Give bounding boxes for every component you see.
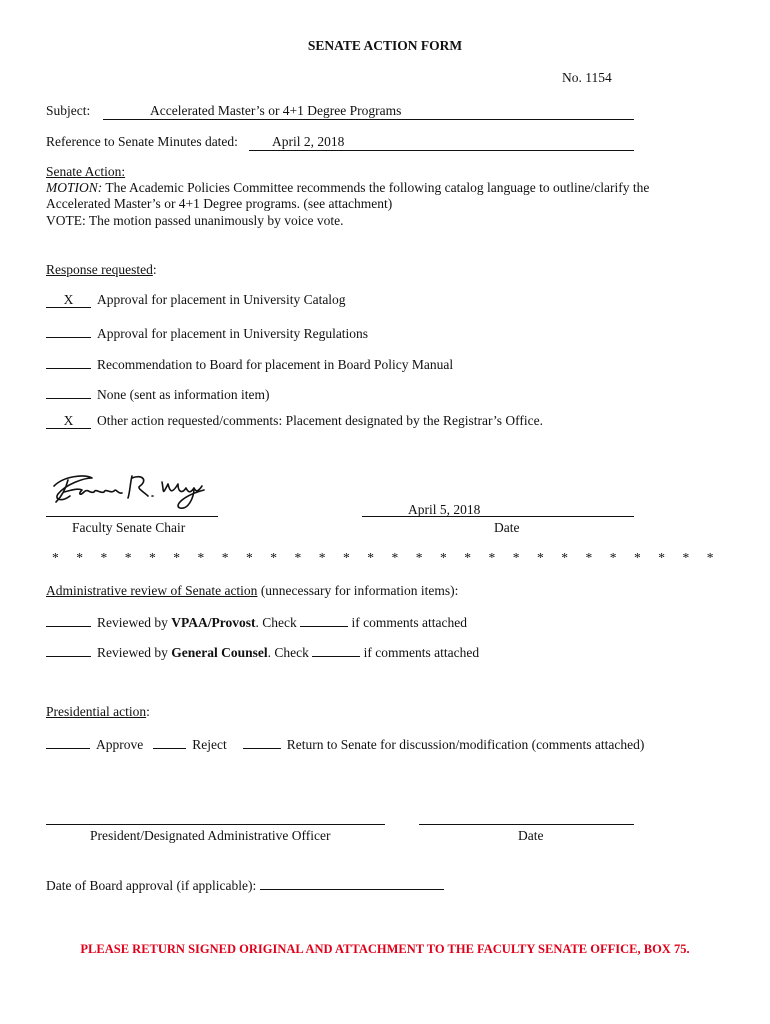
separator-star: *: [512, 550, 520, 565]
option-label-catalog: Approval for placement in University Catalog: [97, 292, 346, 307]
option-check-regulations[interactable]: [46, 322, 91, 338]
separator-star: *: [149, 550, 156, 565]
separator-star: *: [52, 550, 59, 565]
option-label-regulations: Approval for placement in University Regulations: [97, 326, 369, 341]
officer-signature-line[interactable]: [46, 824, 385, 825]
officer-date-label: Date: [518, 828, 544, 843]
separator-star: *: [173, 550, 180, 565]
separator-star: *: [440, 550, 447, 565]
separator-star: *: [682, 550, 690, 565]
separator-star: *: [246, 550, 253, 565]
presidential-heading: [46, 704, 150, 720]
signature-image: [44, 466, 214, 516]
officer-date-line[interactable]: [419, 824, 634, 825]
separator-star: *: [609, 550, 617, 565]
separator-star: *: [270, 550, 277, 565]
form-number: No. 1154: [562, 70, 612, 85]
separator-star: *: [415, 550, 423, 565]
separator-star: *: [221, 550, 229, 565]
vpaa-end: if comments attached: [348, 615, 467, 630]
separator-star: *: [537, 550, 544, 565]
separator-star: *: [343, 550, 350, 565]
response-option[interactable]: [46, 292, 346, 308]
subject-line: [103, 119, 634, 120]
approve-label: Approve: [96, 737, 144, 752]
signature-date-line[interactable]: [362, 516, 634, 517]
option-check-board-manual[interactable]: [46, 353, 91, 369]
gc-comments-blank[interactable]: [312, 643, 360, 657]
senate-action-heading: Senate Action:: [46, 164, 126, 179]
vpaa-review-row: [46, 613, 467, 631]
signature-date-value[interactable]: April 5, 2018: [408, 502, 481, 517]
separator-star: *: [294, 550, 302, 565]
separator-star: *: [488, 550, 496, 565]
vpaa-comments-blank[interactable]: [300, 613, 348, 627]
separator-star: *: [76, 550, 83, 565]
separator-star: *: [391, 550, 399, 565]
separator-star: *: [197, 550, 205, 565]
return-notice: PLEASE RETURN SIGNED ORIGINAL AND ATTACHMENT TO THE FACULTY SENATE OFFICE, BOX 75.: [80, 942, 690, 956]
presidential-heading-text: Presidential action: [46, 704, 147, 719]
option-label-other: Other action requested/comments: Placement designated by the Registrar’s Office.: [97, 413, 543, 428]
option-check-other[interactable]: X: [46, 413, 91, 429]
separator-star: *: [561, 550, 568, 565]
separator-star: *: [464, 550, 471, 565]
chair-label: Faculty Senate Chair: [72, 520, 186, 535]
presidential-heading-colon: :: [146, 704, 150, 719]
signature-date-label: Date: [494, 520, 520, 535]
gc-bold: General Counsel: [171, 645, 268, 660]
response-heading-text: Response requested: [46, 262, 153, 277]
separator-star: *: [658, 550, 665, 565]
officer-label: President/Designated Administrative Officer: [90, 828, 331, 843]
separator-star: *: [634, 550, 641, 565]
reference-value[interactable]: April 2, 2018: [272, 134, 345, 149]
board-approval-blank[interactable]: [260, 876, 444, 890]
motion-line-1: [46, 180, 649, 196]
response-option[interactable]: [46, 322, 368, 342]
gc-prefix: Reviewed by: [97, 645, 172, 660]
chair-signature-line[interactable]: [46, 516, 218, 517]
response-option[interactable]: [46, 413, 543, 429]
subject-value[interactable]: Accelerated Master’s or 4+1 Degree Programs: [150, 103, 402, 118]
motion-label: MOTION:: [46, 180, 103, 195]
separator-star: *: [100, 550, 108, 565]
gc-suffix: . Check: [267, 645, 313, 660]
option-label-none: None (sent as information item): [97, 387, 270, 402]
board-approval-row: [46, 876, 444, 894]
vpaa-prefix: Reviewed by: [97, 615, 172, 630]
response-heading: [46, 262, 157, 278]
separator-star: *: [367, 550, 374, 565]
response-heading-colon: :: [152, 262, 157, 277]
vpaa-bold: VPAA/Provost: [171, 615, 256, 630]
vote-text: VOTE: The motion passed unanimously by voice vote.: [46, 213, 344, 228]
presidential-options-row: [46, 735, 644, 753]
form-title: SENATE ACTION FORM: [307, 38, 463, 53]
response-option[interactable]: [46, 353, 453, 373]
reject-blank[interactable]: [153, 735, 186, 749]
motion-line-2: Accelerated Master’s or 4+1 Degree programs. (see attachment): [46, 196, 393, 211]
return-label: Return to Senate for discussion/modification (comments attached): [286, 737, 645, 752]
admin-heading: [46, 583, 458, 599]
option-check-catalog[interactable]: X: [46, 292, 91, 308]
vpaa-review-blank[interactable]: [46, 613, 91, 627]
return-blank[interactable]: [243, 735, 281, 749]
gc-end: if comments attached: [360, 645, 480, 660]
subject-label: Subject:: [46, 103, 91, 118]
gc-review-blank[interactable]: [46, 643, 91, 657]
separator-star: *: [706, 550, 714, 565]
admin-heading-note: (unnecessary for information items):: [257, 583, 459, 598]
option-label-board-manual: Recommendation to Board for placement in Board Policy Manual: [97, 357, 454, 372]
response-option[interactable]: [46, 383, 269, 403]
reject-label: Reject: [192, 737, 227, 752]
gc-review-row: [46, 643, 479, 661]
separator-star: *: [318, 550, 326, 565]
motion-text-1: The Academic Policies Committee recommends the following catalog language to outline/clarify the: [102, 180, 650, 195]
board-approval-label: Date of Board approval (if applicable):: [46, 878, 260, 893]
separator-star: *: [124, 550, 132, 565]
reference-line: [249, 150, 634, 151]
option-check-none[interactable]: [46, 383, 91, 399]
approve-blank[interactable]: [46, 735, 90, 749]
vpaa-suffix: . Check: [255, 615, 301, 630]
star-separator: [52, 550, 731, 566]
separator-star: *: [585, 550, 593, 565]
admin-heading-text: Administrative review of Senate action: [46, 583, 258, 598]
reference-label: Reference to Senate Minutes dated:: [46, 134, 238, 149]
